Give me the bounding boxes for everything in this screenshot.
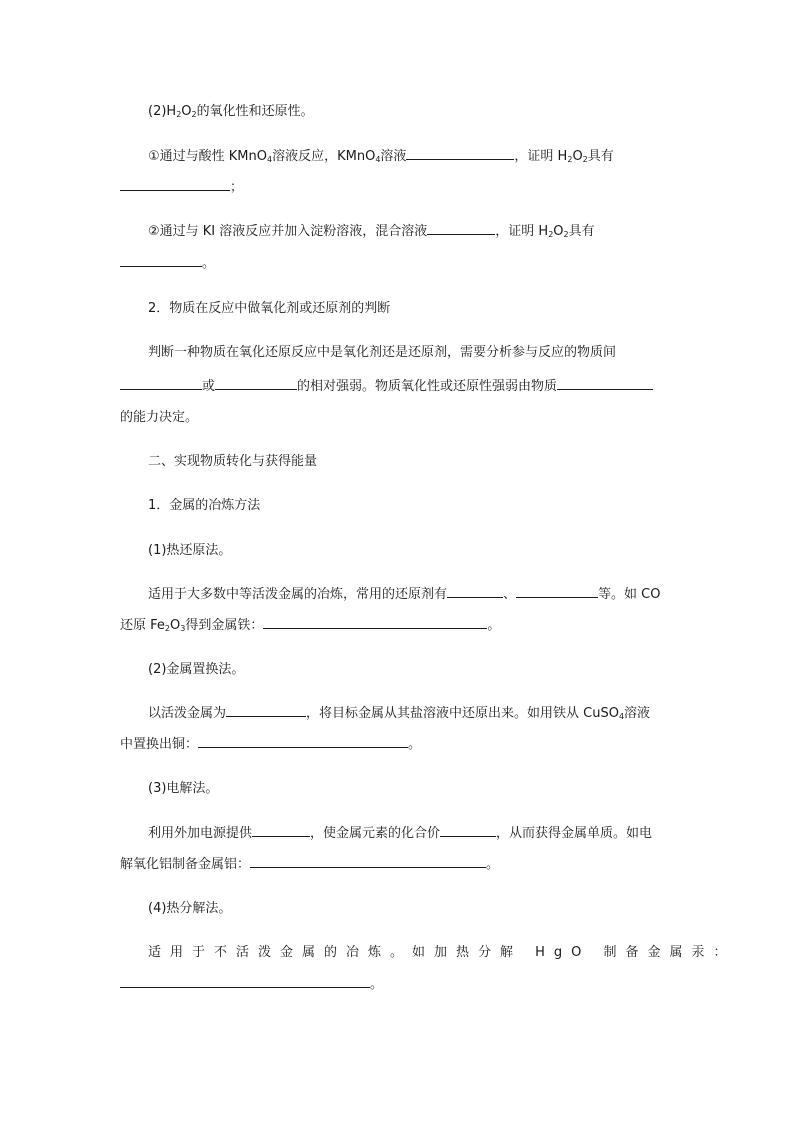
paragraph-judge-line3: 的能力决定。 [120, 410, 199, 425]
answer-blank[interactable] [406, 145, 514, 160]
text: 利用外加电源提供 [148, 826, 253, 841]
answer-blank[interactable] [198, 733, 408, 748]
paragraph-thermal-line2 [120, 614, 674, 638]
text: ，使金属元素的化合价 [310, 826, 441, 841]
answer-blank[interactable] [557, 375, 653, 390]
answer-blank[interactable] [252, 822, 310, 837]
text: 。 [486, 857, 500, 872]
method-title-electrolysis: (3)电解法。 [148, 781, 219, 796]
text: ，从而获得金属单质。如电 [496, 826, 653, 841]
answer-blank[interactable] [120, 176, 230, 191]
answer-blank[interactable] [427, 220, 495, 235]
text: 或 [202, 379, 216, 394]
subscript: 2 [164, 624, 170, 633]
text: 还原 Fe [120, 618, 165, 633]
text: 具有 [568, 224, 595, 239]
text: 得到金属铁： [185, 618, 264, 633]
text: 溶液 [380, 149, 407, 164]
answer-blank[interactable] [120, 252, 202, 267]
subscript: 4 [618, 712, 625, 721]
answer-blank[interactable] [215, 375, 297, 390]
text: 具有 [587, 149, 614, 164]
section-heading-judge: 2．物质在反应中做氧化剂或还原剂的判断 [148, 301, 391, 316]
text: 中置换出铜： [120, 737, 199, 752]
method-title-displacement: (2)金属置换法。 [148, 662, 245, 677]
answer-blank[interactable] [120, 973, 370, 988]
subscript: 4 [375, 155, 381, 164]
section-heading-metals: 二、实现物质转化与获得能量 [148, 454, 318, 469]
text: O [572, 149, 583, 164]
text: 。 [408, 737, 422, 752]
text: 溶液 [624, 706, 651, 721]
subscript: 4 [267, 155, 273, 164]
subscript: 2 [176, 110, 182, 119]
text: (2)H [148, 104, 177, 119]
text: 的相对强弱。物质氧化性或还原性强弱由物质 [297, 379, 558, 394]
text: O [553, 224, 564, 239]
subscript: 2 [548, 230, 554, 239]
text: 、 [503, 587, 517, 602]
answer-blank[interactable] [440, 822, 496, 837]
text: ②通过与 KI 溶液反应并加入淀粉溶液，混合溶液 [148, 224, 428, 239]
subsection-title-h2o2 [148, 100, 674, 124]
text: 。 [487, 618, 501, 633]
text: ； [230, 180, 244, 195]
answer-blank[interactable] [263, 614, 487, 629]
item-kmno4-line1 [148, 145, 674, 169]
answer-blank[interactable] [120, 375, 202, 390]
subscript: 2 [191, 110, 197, 119]
paragraph-decomposition-line1: 适用于不活泼金属的冶炼。如加热分解 HgO 制备金属汞： [148, 945, 736, 960]
paragraph-thermal-line1 [148, 583, 674, 607]
method-title-thermal-decomposition: (4)热分解法。 [148, 901, 232, 916]
text: 。 [370, 977, 384, 992]
text: 等。如 CO [598, 587, 661, 602]
text: 以活泼金属为 [148, 706, 227, 721]
item-kmno4-line2 [120, 176, 674, 200]
method-title-thermal-reduction: (1)热还原法。 [148, 543, 232, 558]
text: 。 [202, 256, 216, 271]
text: 的氧化性和还原性。 [196, 104, 314, 119]
subscript: 2 [582, 155, 588, 164]
text: O [170, 618, 181, 633]
text: O [181, 104, 192, 119]
paragraph-judge-line2 [120, 375, 674, 399]
text: ，证明 H [514, 149, 568, 164]
paragraph-electrolysis-line1 [148, 822, 674, 846]
answer-blank[interactable] [250, 853, 486, 868]
subscript: 2 [567, 155, 573, 164]
item-ki-line2 [120, 252, 674, 276]
paragraph-judge-line1: 判断一种物质在氧化还原反应中是氧化剂还是还原剂，需要分析参与反应的物质间 [148, 345, 617, 360]
subheading-smelting: 1．金属的冶炼方法 [148, 498, 261, 513]
answer-blank[interactable] [226, 702, 306, 717]
answer-blank[interactable] [516, 583, 598, 598]
answer-blank[interactable] [447, 583, 503, 598]
paragraph-displacement-line2 [120, 733, 674, 757]
text: 溶液反应，KMnO [272, 149, 376, 164]
text: ，证明 H [495, 224, 549, 239]
paragraph-decomposition-line2 [120, 973, 674, 997]
paragraph-electrolysis-line2 [120, 853, 674, 877]
text: 适用于大多数中等活泼金属的冶炼，常用的还原剂有 [148, 587, 448, 602]
text: ①通过与酸性 KMnO [148, 149, 267, 164]
paragraph-displacement-line1 [148, 702, 674, 726]
item-ki-line1 [148, 220, 674, 244]
text: 解氧化铝制备金属铝： [120, 857, 251, 872]
subscript: 2 [563, 230, 569, 239]
subscript: 3 [180, 624, 186, 633]
text: ，将目标金属从其盐溶液中还原出来。如用铁从 CuSO [306, 706, 619, 721]
